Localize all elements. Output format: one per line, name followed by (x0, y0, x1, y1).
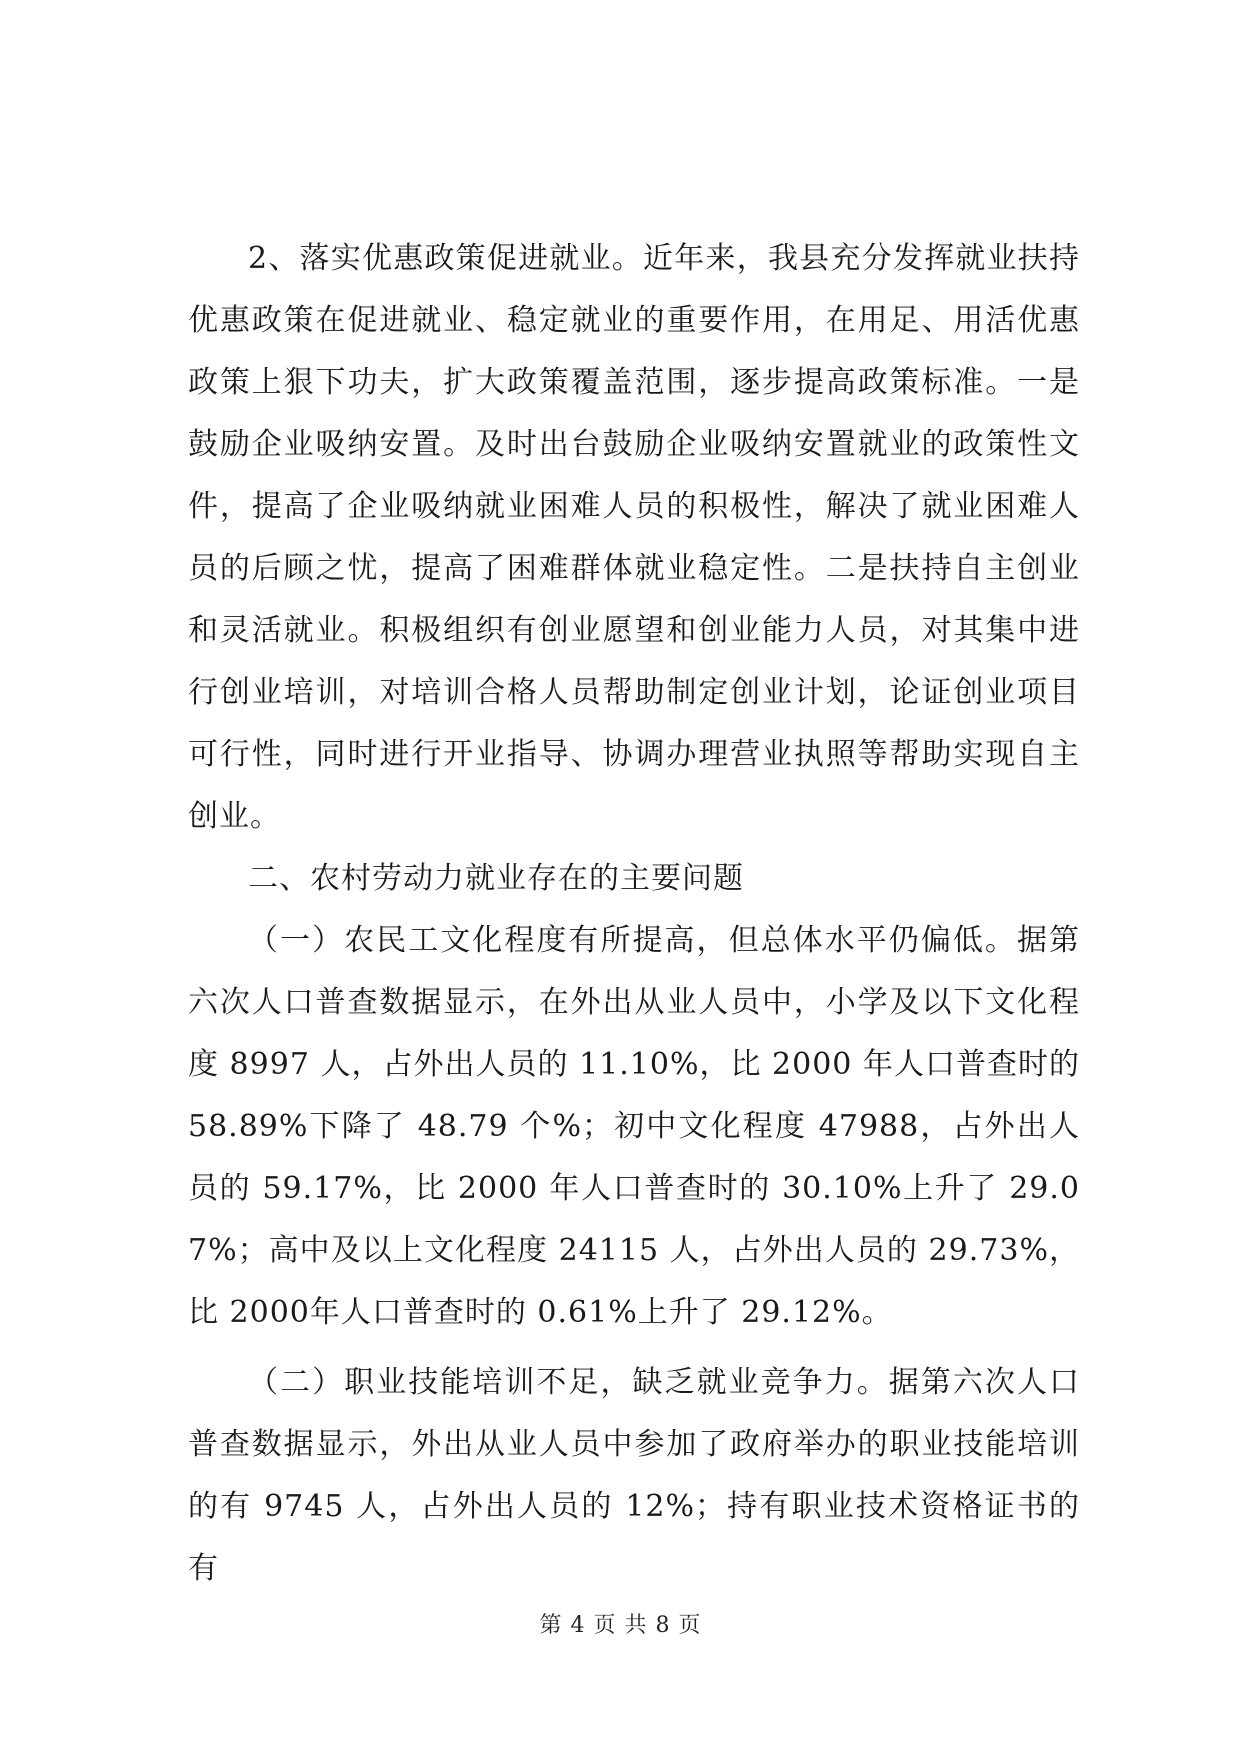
paragraph-education-level: （一）农民工文化程度有所提高，但总体水平仍偏低。据第六次人口普查数据显示，在外出从业人员中，小学及以下文化程度 8997 人，占外出人员的 11.10%，比 2000 年人口普查时的58.89%下降了 48.79 个%；初中文化程度 47988，占外出人员的 59.17%，比 2000 年人口普查时的 30.10%上升了 29.07%；高中及以上文化程度 24115 人，占外出人员的 29.73%，比 2000年人口普查时的 0.61%上升了 29.12%。 (188, 923, 1080, 1330)
paragraph-policy-employment: 2、落实优惠政策促进就业。近年来，我县充分发挥就业扶持优惠政策在促进就业、稳定就业的重要作用，在用足、用活优惠政策上狠下功夫，扩大政策覆盖范围，逐步提高政策标准。一是鼓励企业吸纳安置。及时出台鼓励企业吸纳安置就业的政策性文件，提高了企业吸纳就业困难人员的积极性，解决了就业困难人员的后顾之忧，提高了困难群体就业稳定性。二是扶持自主创业和灵活就业。积极组织有创业愿望和创业能力人员，对其集中进行创业培训，对培训合格人员帮助制定创业计划，论证创业项目可行性，同时进行开业指导、协调办理营业执照等帮助实现自主创业。 (188, 241, 1080, 834)
section-heading-main-problems: 二、农村劳动力就业存在的主要问题 (248, 861, 744, 896)
document-body (188, 228, 1080, 1600)
page-number-footer: 第 4 页 共 8 页 (539, 1613, 702, 1638)
paragraph-skills-training: （二）职业技能培训不足，缺乏就业竞争力。据第六次人口普查数据显示，外出从业人员中参加了政府举办的职业技能培训的有 9745 人，占外出人员的 12%；持有职业技术资格证书的有 (188, 1365, 1080, 1586)
